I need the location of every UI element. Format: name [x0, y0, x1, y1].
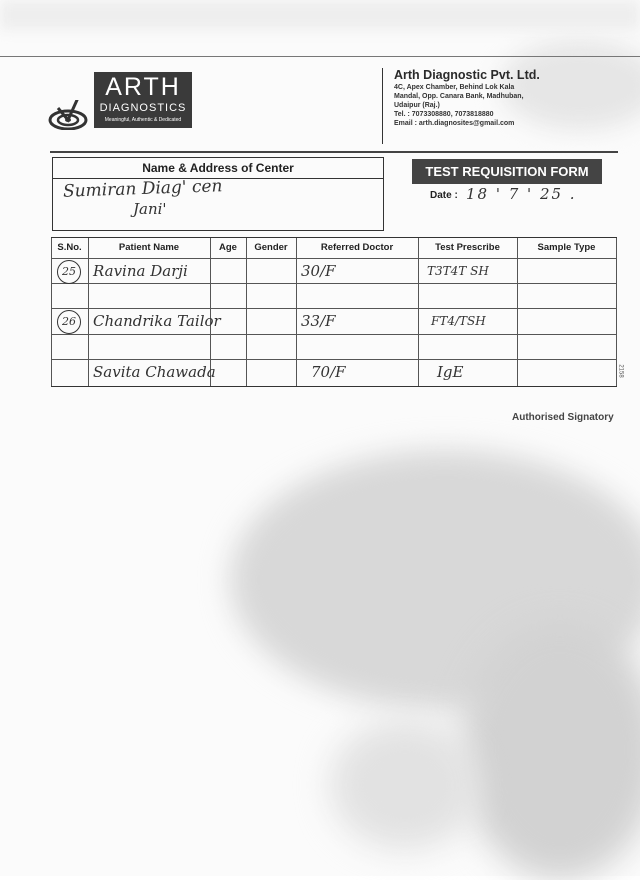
header-divider [382, 68, 383, 144]
row-patient-name: Chandrika Tailor [93, 312, 221, 330]
authorised-signatory-label: Authorised Signatory [512, 412, 614, 423]
row-sno-circled: 26 [57, 310, 81, 334]
center-name-handwritten: Sumiran Diag' cen [62, 176, 223, 202]
row-age-gender: 70/F [311, 363, 346, 381]
header-gender: Gender [254, 242, 288, 253]
row-age-gender: 30/F [301, 262, 336, 280]
header-test-prescribe: Test Prescribe [435, 242, 500, 253]
header-sample-type: Sample Type [537, 242, 596, 253]
row-patient-name: Savita Chawada [93, 363, 216, 381]
table-col-rule [296, 238, 297, 386]
side-serial-number: 2158 [617, 364, 624, 378]
row-test: T3T4T SH [427, 264, 489, 278]
row-sno-circled: 25 [57, 260, 81, 284]
table-col-rule [88, 238, 89, 386]
header-patient-name: Patient Name [118, 242, 180, 253]
patient-table [51, 237, 617, 387]
company-phone: Tel. : 7073308880, 7073818880 [394, 111, 494, 118]
company-address-line: 4C, Apex Chamber, Behind Lok Kala [394, 84, 515, 91]
header-age: Age [219, 242, 237, 253]
arth-logo [48, 70, 196, 132]
form-title: TEST REQUISITION FORM [412, 159, 602, 184]
logo-tagline: Meaningful, Authentic & Dedicated [104, 117, 182, 123]
center-address-box [52, 157, 384, 231]
center-address-handwritten: Jani' [133, 200, 167, 218]
target-check-icon [48, 100, 88, 130]
center-address-heading: Name & Address of Center [53, 158, 383, 179]
logo-subtitle: DIAGNOSTICS [99, 102, 187, 114]
company-block [394, 68, 624, 128]
table-col-rule [418, 238, 419, 386]
company-address-line: Mandal, Opp. Canara Bank, Madhuban, [394, 93, 524, 100]
row-test: IgE [437, 363, 464, 381]
company-name: Arth Diagnostic Pvt. Ltd. [394, 68, 540, 82]
table-col-rule [246, 238, 247, 386]
table-row-rule [51, 283, 617, 284]
header-sno: S.No. [57, 242, 82, 253]
company-address-line: Udaipur (Raj.) [394, 102, 440, 109]
header-bottom-rule [50, 151, 618, 153]
table-row-rule [51, 334, 617, 335]
row-test: FT4/TSH [431, 314, 486, 328]
table-col-rule [51, 238, 52, 386]
date-value: 18 ' 7 ' 25 . [466, 185, 577, 203]
row-age-gender: 33/F [301, 312, 336, 330]
logo-title: ARTH [105, 73, 181, 101]
header-referred-doctor: Referred Doctor [320, 242, 394, 253]
top-edge-rule [0, 56, 640, 57]
date-label: Date : [430, 190, 458, 201]
logo-wordmark [94, 72, 192, 128]
scan-smudge [460, 620, 640, 880]
scan-smudge [330, 720, 480, 850]
row-patient-name: Ravina Darji [93, 262, 188, 280]
company-email: Email : arth.diagnosites@gmail.com [394, 120, 515, 127]
table-col-rule [517, 238, 518, 386]
scan-smudge [0, 0, 640, 30]
